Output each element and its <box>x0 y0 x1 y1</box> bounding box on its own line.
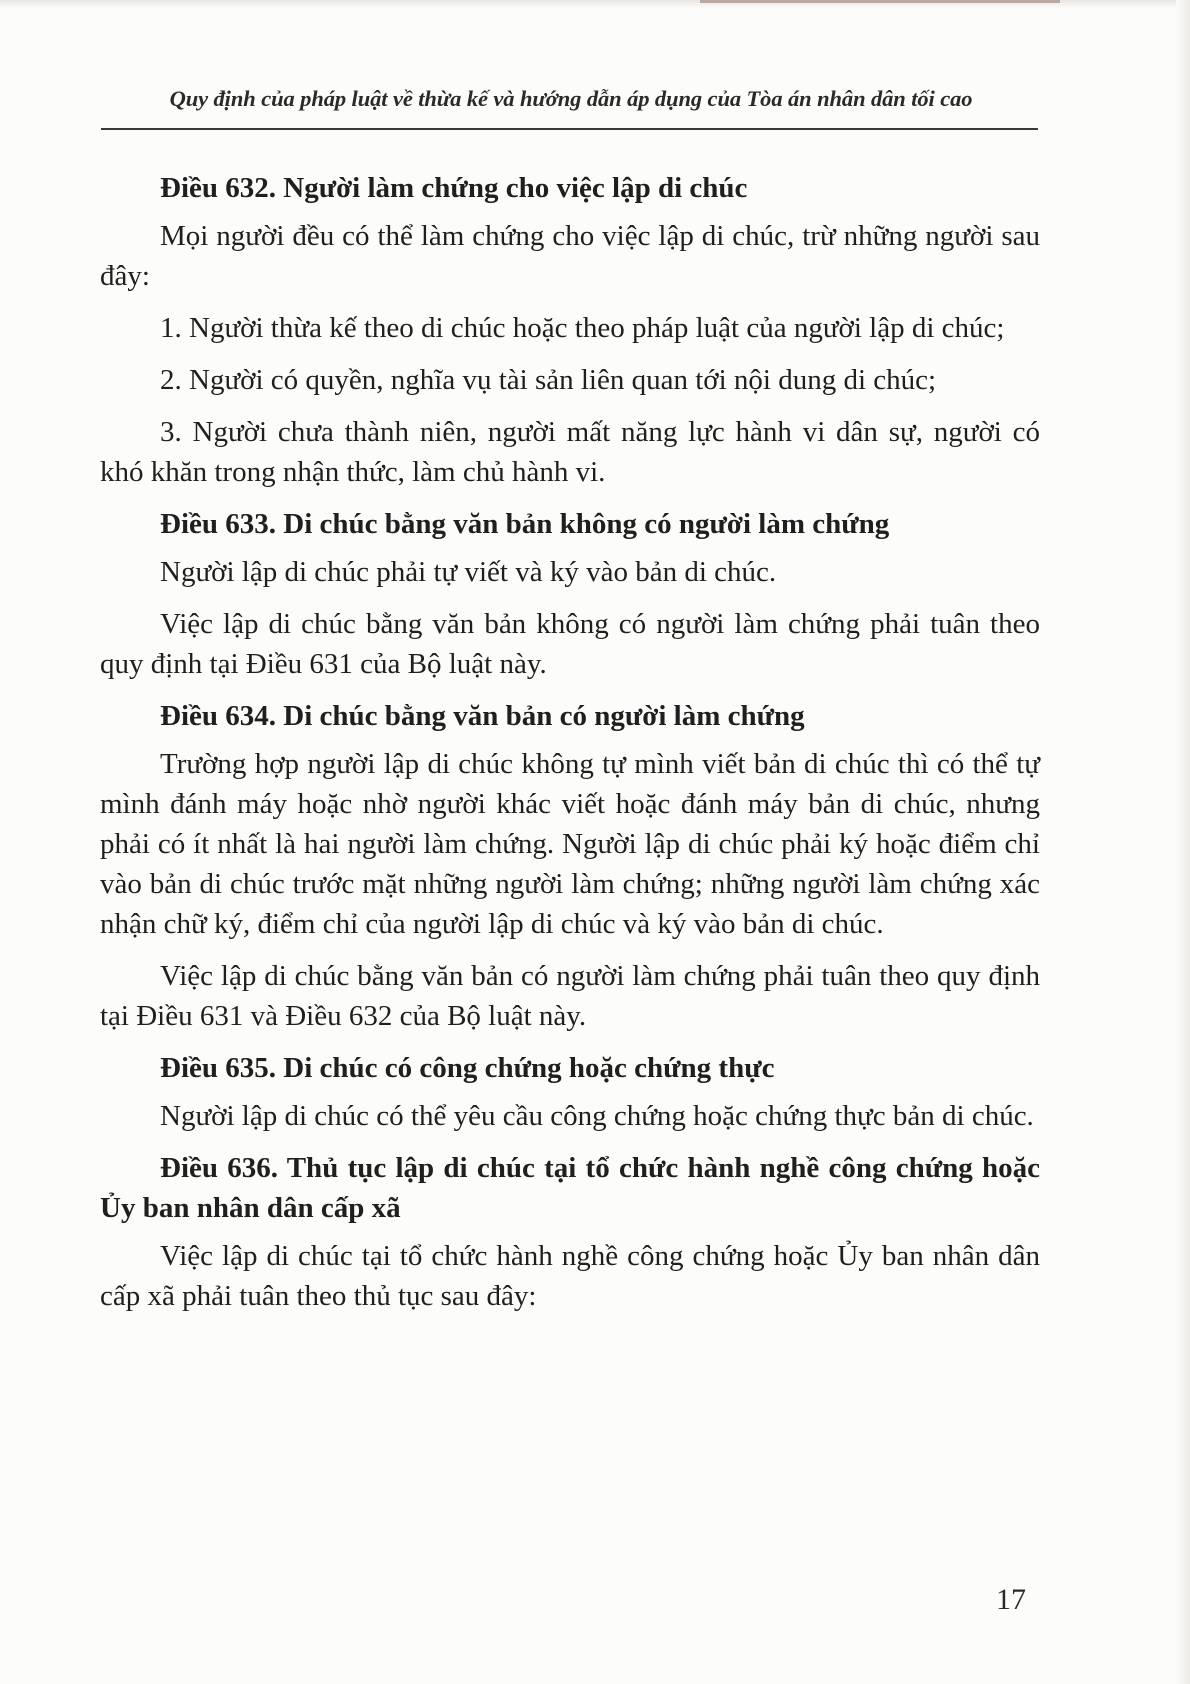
article-632-item-2: 2. Người có quyền, nghĩa vụ tài sản liên quan tới nội dung di chúc; <box>160 364 937 396</box>
page-right-edge <box>1176 0 1190 1684</box>
article-634-para-1: Trường hợp người lập di chúc không tự mình viết bản di chúc thì có thể tự mình đánh máy hoặc nhờ người khác viết hoặc đánh máy bản di chúc, nhưng phải có ít nhất là hai người làm chứng. Người lập di chúc phải ký hoặc điểm chỉ vào bản di chúc trước mặt những người làm chứng; những người làm chứng xác nhận chữ ký, điểm chỉ của người lập di chúc và ký vào bản di chúc. <box>100 748 1040 940</box>
article-632-item-3: 3. Người chưa thành niên, người mất năng lực hành vi dân sự, người có khó khăn trong nhận thức, làm chủ hành vi. <box>100 416 1040 488</box>
article-634-para-2: Việc lập di chúc bằng văn bản có người làm chứng phải tuân theo quy định tại Điều 631 và Điều 632 của Bộ luật này. <box>100 960 1040 1032</box>
page-top-edge-shadow <box>700 0 1060 3</box>
article-633-para-1: Người lập di chúc phải tự viết và ký vào bản di chúc. <box>160 556 777 588</box>
page-body <box>100 168 1040 1328</box>
article-633-heading: Điều 633. Di chúc bằng văn bản không có người làm chứng <box>160 508 890 540</box>
article-635-heading: Điều 635. Di chúc có công chứng hoặc chứng thực <box>160 1052 775 1084</box>
article-636-para-1: Việc lập di chúc tại tổ chức hành nghề công chứng hoặc Ủy ban nhân dân cấp xã phải tuân theo thủ tục sau đây: <box>100 1240 1040 1312</box>
article-636-heading: Điều 636. Thủ tục lập di chúc tại tổ chức hành nghề công chứng hoặc Ủy ban nhân dân cấp xã <box>100 1152 1040 1224</box>
article-635-para-1: Người lập di chúc có thể yêu cầu công chứng hoặc chứng thực bản di chúc. <box>160 1100 1034 1132</box>
article-632-intro: Mọi người đều có thể làm chứng cho việc lập di chúc, trừ những người sau đây: <box>100 220 1040 292</box>
running-header: Quy định của pháp luật về thừa kế và hướng dẫn áp dụng của Tòa án nhân dân tối cao <box>169 86 973 111</box>
article-633-para-2: Việc lập di chúc bằng văn bản không có người làm chứng phải tuân theo quy định tại Điều 631 của Bộ luật này. <box>100 608 1040 680</box>
article-632-item-1: 1. Người thừa kế theo di chúc hoặc theo pháp luật của người lập di chúc; <box>160 312 1005 344</box>
article-632-heading: Điều 632. Người làm chứng cho việc lập di chúc <box>160 172 748 204</box>
page-number: 17 <box>996 1583 1026 1616</box>
header-rule <box>101 128 1038 130</box>
article-634-heading: Điều 634. Di chúc bằng văn bản có người làm chứng <box>160 700 805 732</box>
